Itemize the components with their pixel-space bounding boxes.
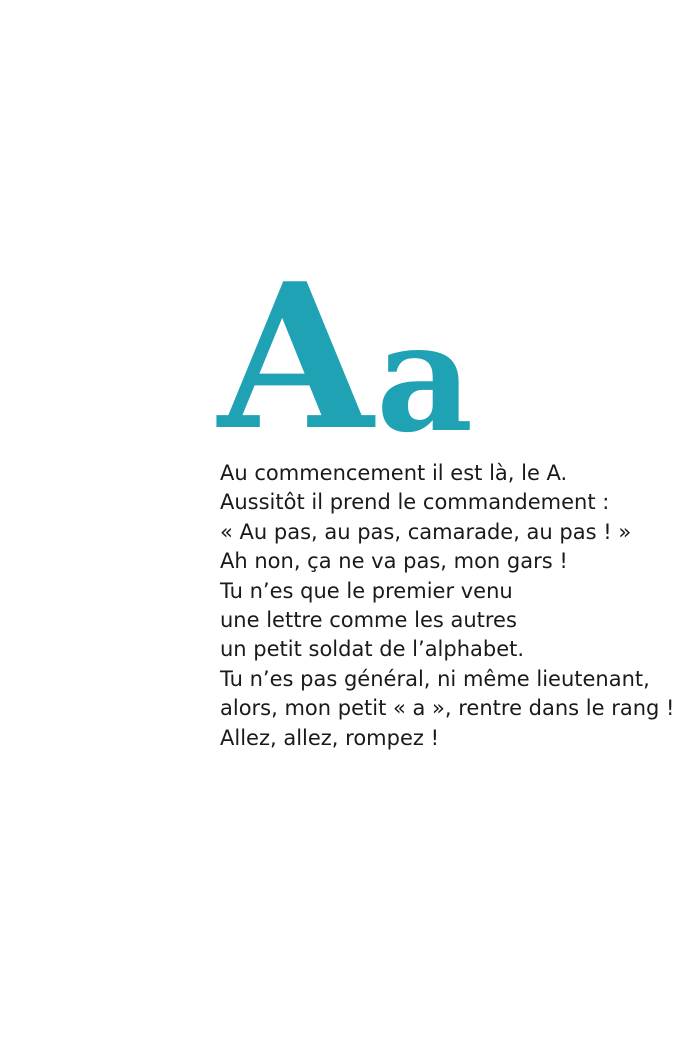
- poem-text: [220, 459, 690, 753]
- uppercase-letter: A: [218, 240, 370, 475]
- poem-line: Aussitôt il prend le commandement :: [220, 490, 610, 515]
- letter-heading: [218, 240, 518, 475]
- poem-line: Ah non, ça ne va pas, mon gars !: [220, 549, 568, 574]
- poem-line: « Au pas, au pas, camarade, au pas ! »: [220, 519, 632, 544]
- poem-line: une lettre comme les autres: [220, 608, 517, 633]
- poem-line: un petit soldat de l’alphabet.: [220, 637, 525, 662]
- lowercase-letter: a: [376, 290, 474, 466]
- poem-line: Allez, allez, rompez !: [220, 725, 440, 750]
- poem-line: Tu n’es pas général, ni même lieutenant,: [220, 666, 650, 691]
- poem-line: Tu n’es que le premier venu: [220, 578, 513, 603]
- poem-line: Au commencement il est là, le A.: [220, 461, 568, 485]
- poem-line: alors, mon petit « a », rentre dans le rang !: [220, 696, 675, 721]
